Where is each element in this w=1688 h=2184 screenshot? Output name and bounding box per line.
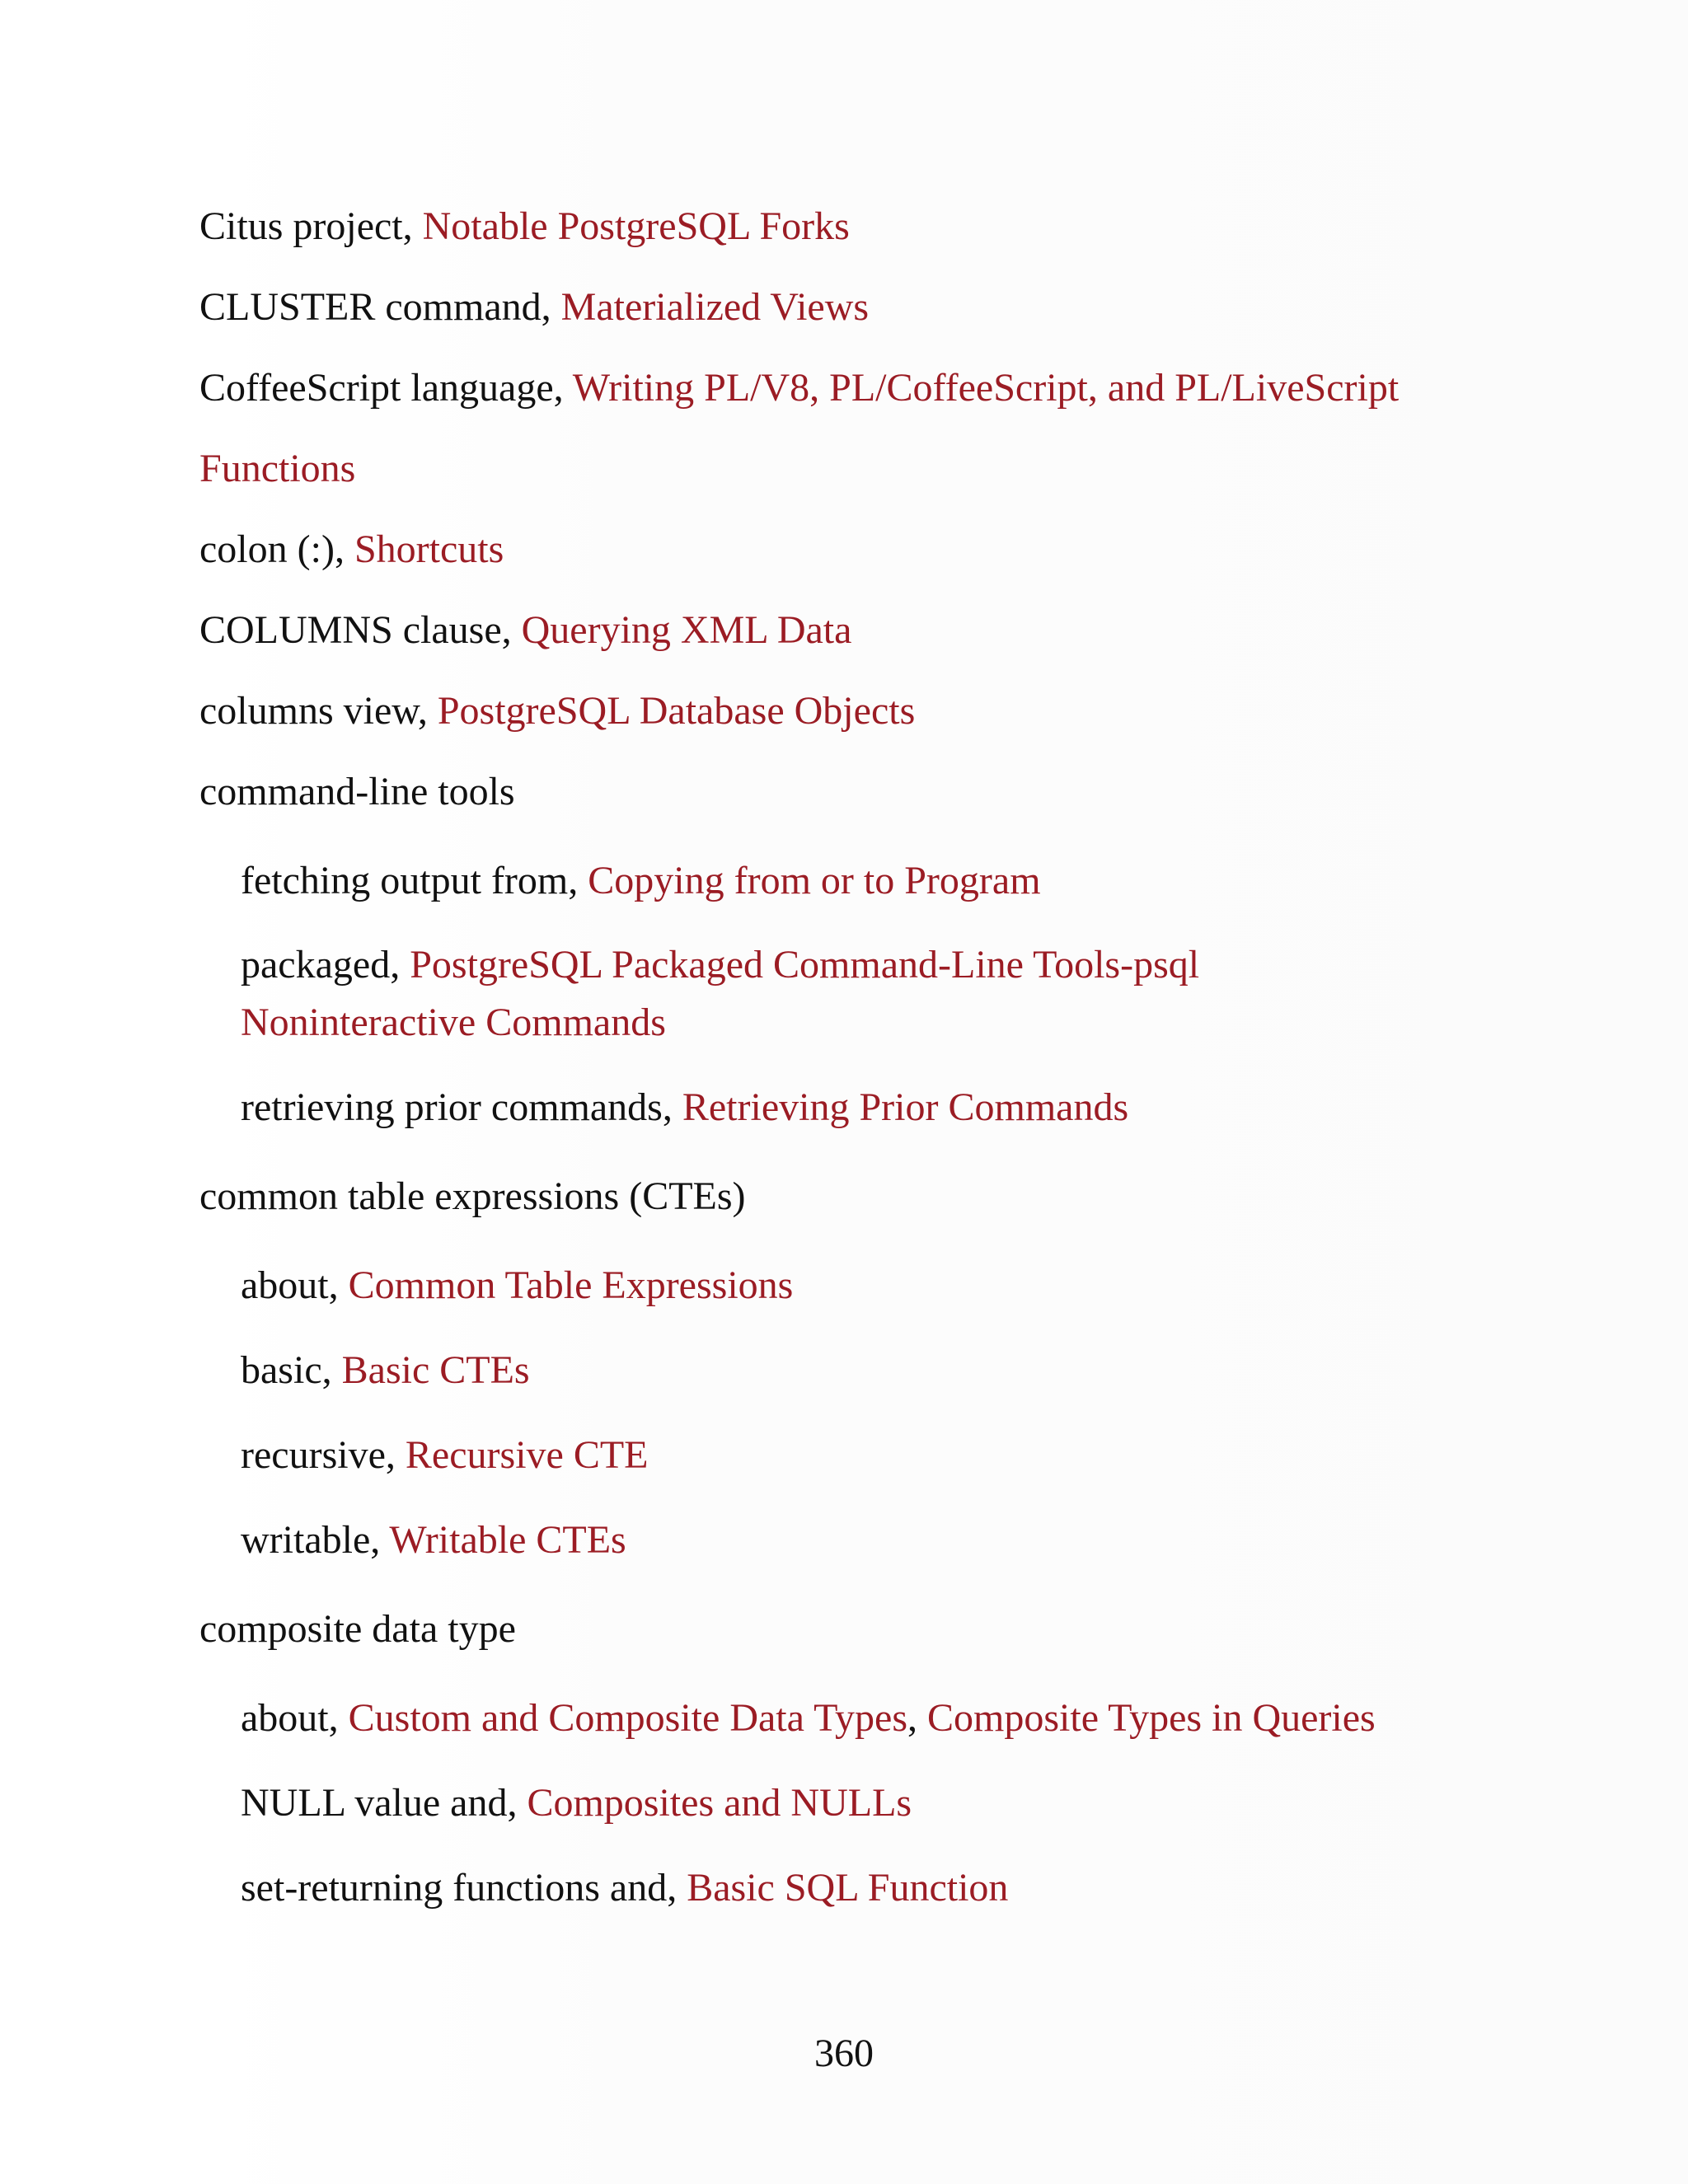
entry-term: common table expressions (CTEs) (199, 1174, 746, 1218)
entry-term: CoffeeScript language, (199, 366, 573, 410)
index-entry-composite-data-type (199, 1606, 516, 1652)
entry-term: CLUSTER command, (199, 285, 561, 329)
entry-term: columns view, (199, 689, 438, 733)
index-entry-cluster-command (199, 284, 869, 330)
entry-link-separator: , (907, 1696, 928, 1740)
page-number: 360 (814, 2032, 874, 2075)
index-subentry-basic-ctes (241, 1347, 530, 1394)
index-subentry-set-returning-functions (241, 1865, 1008, 1911)
entry-link-composites-and-nulls[interactable]: Composites and NULLs (527, 1781, 912, 1825)
index-subentry-fetching-output-from (241, 858, 1041, 904)
entry-link-basic-sql-function[interactable]: Basic SQL Function (687, 1866, 1009, 1910)
subentry-term: about, (241, 1263, 349, 1307)
subentry-term: packaged, (241, 943, 410, 987)
entry-link-querying-xml-data[interactable]: Querying XML Data (521, 608, 852, 652)
subentry-term: retrieving prior commands, (241, 1085, 682, 1129)
subentry-term: basic, (241, 1348, 342, 1392)
entry-link-recursive-cte[interactable]: Recursive CTE (405, 1433, 649, 1477)
index-entry-columns-clause (199, 607, 851, 654)
entry-term: command-line tools (199, 770, 515, 813)
entry-link-materialized-views[interactable]: Materialized Views (560, 285, 870, 329)
index-entry-coffeescript-continuation (199, 446, 355, 492)
index-subentry-about-ctes (241, 1263, 793, 1309)
index-subentry-packaged (241, 942, 1199, 988)
entry-link-writing-plv8[interactable]: Writing PL/V8, PL/CoffeeScript, and PL/LiveScript (572, 366, 1400, 410)
index-entry-citus-project (199, 204, 850, 250)
index-subentry-about-composite (241, 1695, 1376, 1741)
subentry-term: about, (241, 1696, 349, 1740)
entry-term: colon (:), (199, 527, 354, 571)
index-entry-colon (199, 527, 504, 573)
entry-link-custom-and-composite-data-types[interactable]: Custom and Composite Data Types (348, 1696, 908, 1740)
index-entry-coffeescript-language (199, 365, 1399, 411)
entry-link-packaged-command-line-tools[interactable]: PostgreSQL Packaged Command-Line Tools-psql (410, 943, 1200, 987)
entry-term: Citus project, (199, 204, 423, 248)
subentry-term: recursive, (241, 1433, 406, 1477)
subentry-term: fetching output from, (241, 859, 588, 902)
entry-link-postgresql-database-objects[interactable]: PostgreSQL Database Objects (437, 689, 916, 733)
subentry-term: NULL value and, (241, 1781, 528, 1825)
entry-link-shortcuts[interactable]: Shortcuts (354, 527, 504, 571)
subentry-term: set-returning functions and, (241, 1866, 687, 1910)
index-entry-columns-view (199, 688, 915, 734)
index-subentry-retrieving-prior-commands (241, 1085, 1128, 1131)
index-entry-common-table-expressions (199, 1174, 746, 1220)
index-subentry-recursive-cte (241, 1432, 649, 1479)
index-subentry-null-value (241, 1780, 912, 1826)
entry-link-notable-postgresql-forks[interactable]: Notable PostgreSQL Forks (422, 204, 850, 248)
index-entry-command-line-tools (199, 769, 515, 815)
entry-link-common-table-expressions[interactable]: Common Table Expressions (348, 1263, 794, 1307)
entry-link-basic-ctes[interactable]: Basic CTEs (341, 1348, 530, 1392)
entry-link-writing-plv8-continuation[interactable]: Functions (199, 447, 356, 490)
entry-link-writable-ctes[interactable]: Writable CTEs (389, 1518, 626, 1562)
index-subentry-writable-ctes (241, 1517, 626, 1563)
entry-link-packaged-command-line-tools-continuation[interactable]: Noninteractive Commands (241, 1001, 666, 1044)
subentry-term: writable, (241, 1518, 390, 1562)
entry-term: composite data type (199, 1607, 516, 1651)
entry-link-copying-from-or-to-program[interactable]: Copying from or to Program (588, 859, 1041, 902)
entry-term: COLUMNS clause, (199, 608, 522, 652)
entry-link-composite-types-in-queries[interactable]: Composite Types in Queries (927, 1696, 1376, 1740)
entry-link-retrieving-prior-commands[interactable]: Retrieving Prior Commands (682, 1085, 1129, 1129)
index-subentry-packaged-continuation (241, 1000, 666, 1046)
